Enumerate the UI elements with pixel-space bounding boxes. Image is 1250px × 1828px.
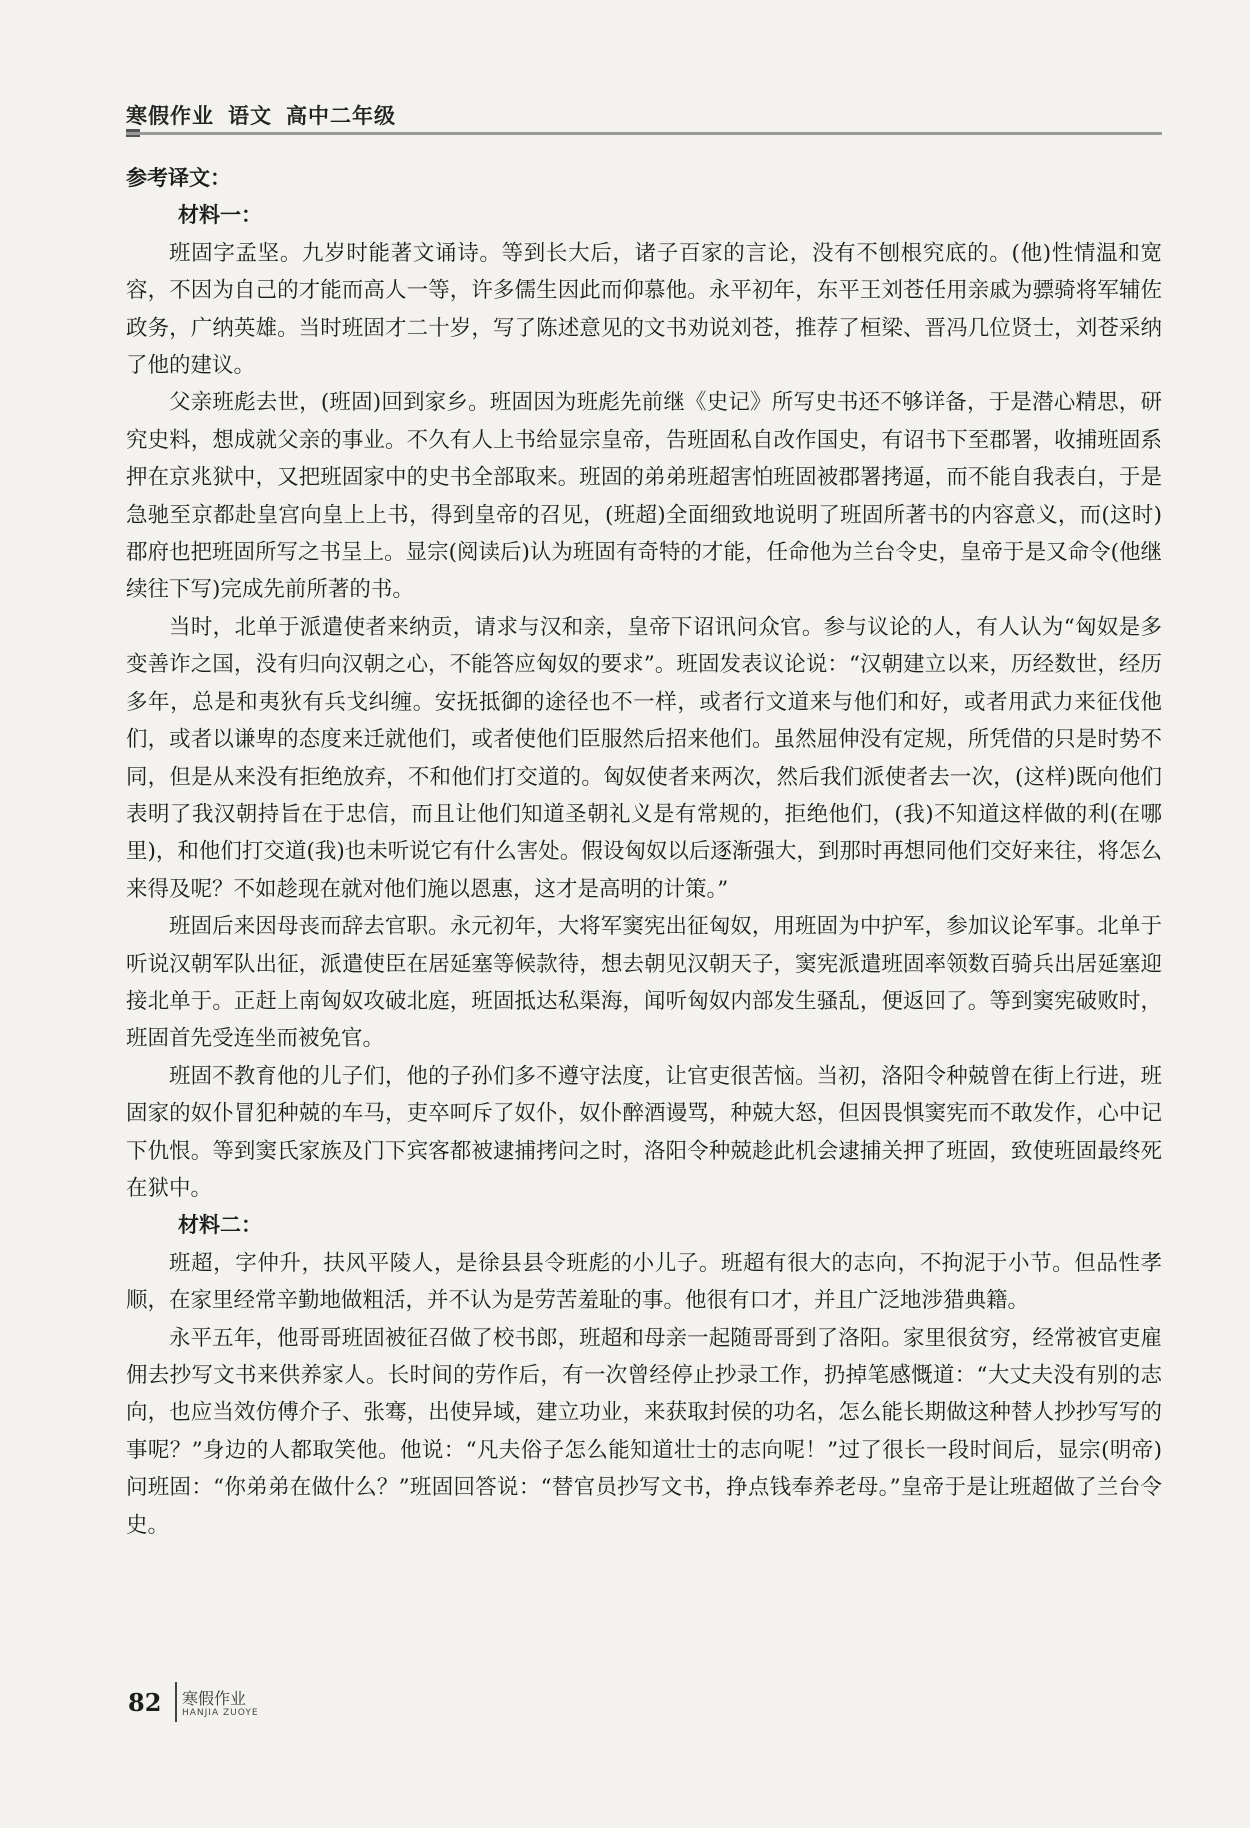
- header-subject: 语文: [228, 104, 272, 128]
- paragraph: 当时，北单于派遣使者来纳贡，请求与汉和亲，皇帝下诏讯问众官。参与议论的人，有人认为“匈奴是多变善诈之国，没有归向汉朝之心，不能答应匈奴的要求”。班固发表议论说：“汉朝建立以来，历经数世，经历多年，总是和夷狄有兵戈纠缠。安抚抵御的途径也不一样，或者行文道来与他们和好，或者用武力来征伐他们，或者以谦卑的态度来迁就他们，或者使他们臣服然后招来他们。虽然屈伸没有定规，所凭借的只是时势不同，但是从来没有拒绝放弃，不和他们打交道的。匈奴使者来两次，然后我们派使者去一次，(这样)既向他们表明了我汉朝持旨在于忠信，而且让他们知道圣朝礼义是有常规的，拒绝他们，(我)不知道这样做的利(在哪里)，和他们打交道(我)也未听说它有什么害处。假设匈奴以后逐渐强大，到那时再想同他们交好来往，将怎么来得及呢？不如趁现在就对他们施以恩惠，这才是高明的计策。”: [126, 614, 1162, 902]
- paragraph: 永平五年，他哥哥班固被征召做了校书郎，班超和母亲一起随哥哥到了洛阳。家里很贫穷，经常被官吏雇佣去抄写文书来供养家人。长时间的劳作后，有一次曾经停止抄录工作，扔掉笔感慨道：“大丈夫没有别的志向，也应当效仿傅介子、张骞，出使异域，建立功业，来获取封侯的功名，怎么能长期做这种替人抄抄写写的事呢？”身边的人都取笑他。他说：“凡夫俗子怎么能知道壮士的志向呢！”过了很长一段时间后，显宗(明帝)问班固：“你弟弟在做什么？”班固回答说：“替官员抄写文书，挣点钱奉养老母。”皇帝于是让班超做了兰台令史。: [126, 1325, 1162, 1538]
- material2-title: 材料二：: [178, 1213, 262, 1238]
- running-header: [126, 100, 410, 130]
- footer-brand: 寒假作业: [182, 1689, 247, 1708]
- footer-divider: [175, 1682, 177, 1722]
- header-grade: 高中二年级: [286, 104, 396, 128]
- section-title: 参考译文：: [126, 166, 231, 190]
- paragraph: 班固字孟坚。九岁时能著文诵诗。等到长大后，诸子百家的言论，没有不刨根究底的。(他)性情温和宽容，不因为自己的才能而高人一等，许多儒生因此而仰慕他。永平初年，东平王刘苍任用亲戚为骠骑将军辅佐政务，广纳英雄。当时班固才二十岁，写了陈述意见的文书劝说刘苍，推荐了桓梁、晋冯几位贤士，刘苍采纳了他的建议。: [126, 240, 1162, 379]
- footer-brand-en: HANJIA ZUOYE: [182, 1708, 259, 1718]
- material1-title: 材料一：: [178, 203, 262, 228]
- paragraph: 班固后来因母丧而辞去官职。永元初年，大将军窦宪出征匈奴，用班固为中护军，参加议论军事。北单于听说汉朝军队出征，派遣使臣在居延塞等候款待，想去朝见汉朝天子，窦宪派遣班固率领数百骑兵出居延塞迎接北单于。正赶上南匈奴攻破北庭，班固抵达私渠海，闻听匈奴内部发生骚乱，便返回了。等到窦宪破败时，班固首先受连坐而被免官。: [126, 914, 1162, 1052]
- page-content: [126, 160, 1162, 1544]
- paragraph: 班固不教育他的儿子们，他的子孙们多不遵守法度，让官吏很苦恼。当初，洛阳令种兢曾在街上行进，班固家的奴仆冒犯种兢的车马，吏卒呵斥了奴仆，奴仆醉酒谩骂，种兢大怒，但因畏惧窦宪而不敢发作，心中记下仇恨。等到窦氏家族及门下宾客都被逮捕拷问之时，洛阳令种兢趁此机会逮捕关押了班固，致使班固最终死在狱中。: [126, 1063, 1162, 1201]
- header-book: 寒假作业: [126, 104, 214, 128]
- paragraph: 班超，字仲升，扶风平陵人，是徐县县令班彪的小儿子。班超有很大的志向，不拘泥于小节。但品性孝顺，在家里经常辛勤地做粗活，并不认为是劳苦羞耻的事。他很有口才，并且广泛地涉猎典籍。: [126, 1250, 1162, 1314]
- paragraph: 父亲班彪去世，(班固)回到家乡。班固因为班彪先前继《史记》所写史书还不够详备，于是潜心精思，研究史料，想成就父亲的事业。不久有人上书给显宗皇帝，告班固私自改作国史，有诏书下至郡署，收捕班固系押在京兆狱中，又把班固家中的史书全部取来。班固的弟弟班超害怕班固被郡署拷逼，而不能自我表白，于是急驰至京都赴皇宫向皇上上书，得到皇帝的召见，(班超)全面细致地说明了班固所著书的内容意义，而(这时)郡府也把班固所写之书呈上。显宗(阅读后)认为班固有奇特的才能，任命他为兰台令史，皇帝于是又命令(他继续往下写)完成先前所著的书。: [126, 390, 1162, 603]
- header-divider: [126, 132, 1162, 135]
- page-number: 82: [128, 1688, 162, 1717]
